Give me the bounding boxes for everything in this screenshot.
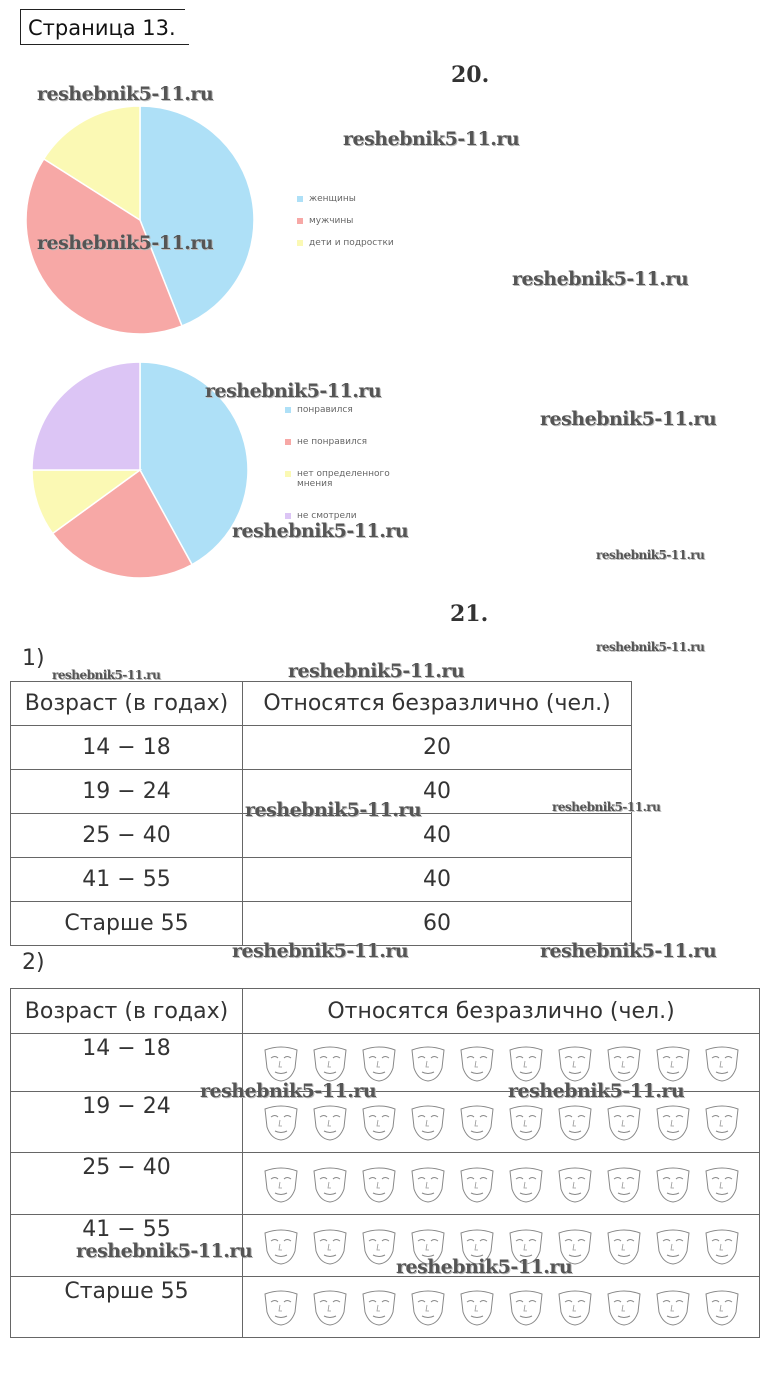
legend-label: дети и подростки xyxy=(309,238,394,248)
mask-face-icon xyxy=(653,1044,693,1082)
legend-swatch xyxy=(285,471,291,477)
mask-face-icon xyxy=(604,1044,644,1082)
watermark: reshebnik5-11.ru xyxy=(205,380,382,402)
mask-face-icon xyxy=(359,1044,399,1082)
page-title: Страница 13. xyxy=(20,9,185,45)
mask-face-icon xyxy=(408,1165,448,1203)
legend-entry xyxy=(297,238,427,248)
watermark: reshebnik5-11.ru xyxy=(396,1256,573,1278)
mask-face-icon xyxy=(506,1103,546,1141)
table-1-age: 14 − 18 xyxy=(11,726,243,770)
legend-swatch xyxy=(297,240,303,246)
legend-label: мужчины xyxy=(309,216,354,226)
mask-face-icon xyxy=(604,1165,644,1203)
table-1-count: 60 xyxy=(243,902,632,946)
watermark: reshebnik5-11.ru xyxy=(596,548,705,562)
watermark: reshebnik5-11.ru xyxy=(343,128,520,150)
mask-face-icon xyxy=(457,1288,497,1326)
mask-face-icon xyxy=(261,1103,301,1141)
mask-face-icon xyxy=(408,1103,448,1141)
mask-face-icon xyxy=(604,1103,644,1141)
table-2-age: Старше 55 xyxy=(11,1277,243,1338)
mask-face-icon xyxy=(261,1044,301,1082)
watermark: reshebnik5-11.ru xyxy=(37,232,214,254)
table-1-age: 25 − 40 xyxy=(11,814,243,858)
table-2-age: 19 − 24 xyxy=(11,1092,243,1153)
mask-face-icon xyxy=(653,1103,693,1141)
table-1-age: 41 − 55 xyxy=(11,858,243,902)
legend-label: женщины xyxy=(309,194,356,204)
mask-face-icon xyxy=(457,1103,497,1141)
table-1-count: 20 xyxy=(243,726,632,770)
watermark: reshebnik5-11.ru xyxy=(232,520,409,542)
mask-face-icon xyxy=(604,1288,644,1326)
watermark: reshebnik5-11.ru xyxy=(540,940,717,962)
mask-face-icon xyxy=(310,1103,350,1141)
mask-face-icon xyxy=(359,1288,399,1326)
mask-face-icon xyxy=(702,1227,742,1265)
task-21-number: 21. xyxy=(450,601,489,627)
mask-face-icon xyxy=(261,1165,301,1203)
mask-face-icon xyxy=(457,1044,497,1082)
watermark: reshebnik5-11.ru xyxy=(288,660,465,682)
task-20-number: 20. xyxy=(451,62,490,88)
watermark: reshebnik5-11.ru xyxy=(200,1080,377,1102)
legend-swatch xyxy=(285,439,291,445)
mask-face-icon xyxy=(555,1044,595,1082)
watermark: reshebnik5-11.ru xyxy=(37,83,214,105)
mask-face-icon xyxy=(261,1227,301,1265)
watermark: reshebnik5-11.ru xyxy=(540,408,717,430)
table-2-label: 2) xyxy=(22,950,45,975)
table-1-label: 1) xyxy=(22,646,45,671)
mask-face-icon xyxy=(359,1227,399,1265)
mask-face-icon xyxy=(653,1165,693,1203)
legend-entry xyxy=(285,469,405,489)
table-1-age: 19 − 24 xyxy=(11,770,243,814)
legend-entry xyxy=(297,194,427,204)
table-row xyxy=(11,1277,760,1338)
table-row xyxy=(11,726,632,770)
watermark: reshebnik5-11.ru xyxy=(232,940,409,962)
mask-face-icon xyxy=(653,1288,693,1326)
legend-swatch xyxy=(285,513,291,519)
mask-face-icon xyxy=(702,1288,742,1326)
table-row xyxy=(11,902,632,946)
table-1-count: 40 xyxy=(243,814,632,858)
watermark: reshebnik5-11.ru xyxy=(76,1240,253,1262)
table-1-header-age: Возраст (в годах) xyxy=(11,682,243,726)
mask-face-icon xyxy=(604,1227,644,1265)
table-2 xyxy=(10,988,760,1338)
mask-face-icon xyxy=(555,1103,595,1141)
watermark: reshebnik5-11.ru xyxy=(596,640,705,654)
table-2-faces xyxy=(243,1277,760,1338)
table-2-faces xyxy=(243,1153,760,1215)
table-row xyxy=(11,858,632,902)
mask-face-icon xyxy=(702,1044,742,1082)
pie-slice xyxy=(32,362,140,470)
mask-face-icon xyxy=(359,1103,399,1141)
table-2-age: 25 − 40 xyxy=(11,1153,243,1215)
table-1-count: 40 xyxy=(243,858,632,902)
mask-face-icon xyxy=(702,1103,742,1141)
watermark: reshebnik5-11.ru xyxy=(508,1080,685,1102)
mask-face-icon xyxy=(359,1165,399,1203)
legend-swatch xyxy=(297,218,303,224)
mask-face-icon xyxy=(261,1288,301,1326)
legend-swatch xyxy=(285,407,291,413)
watermark: reshebnik5-11.ru xyxy=(52,668,161,682)
table-2-age: 41 − 55 xyxy=(11,1215,243,1277)
table-2-age: 14 − 18 xyxy=(11,1034,243,1092)
table-2-header-age: Возраст (в годах) xyxy=(11,989,243,1034)
mask-face-icon xyxy=(408,1044,448,1082)
legend-entry xyxy=(297,216,427,226)
mask-face-icon xyxy=(702,1165,742,1203)
pie-chart-1-legend xyxy=(297,194,427,260)
mask-face-icon xyxy=(506,1044,546,1082)
mask-face-icon xyxy=(408,1288,448,1326)
mask-face-icon xyxy=(506,1288,546,1326)
pie-chart-1 xyxy=(20,100,260,340)
table-1-header-count: Относятся безразлично (чел.) xyxy=(243,682,632,726)
watermark: reshebnik5-11.ru xyxy=(512,268,689,290)
mask-face-icon xyxy=(310,1044,350,1082)
legend-label: не понравился xyxy=(297,437,368,447)
mask-face-icon xyxy=(457,1165,497,1203)
table-row xyxy=(11,1153,760,1215)
table-2-header-count: Относятся безразлично (чел.) xyxy=(243,989,760,1034)
mask-face-icon xyxy=(555,1288,595,1326)
legend-entry xyxy=(285,437,405,447)
table-1-count: 40 xyxy=(243,770,632,814)
watermark: reshebnik5-11.ru xyxy=(552,800,661,814)
mask-face-icon xyxy=(310,1288,350,1326)
legend-swatch xyxy=(297,196,303,202)
mask-face-icon xyxy=(555,1165,595,1203)
table-1-age: Старше 55 xyxy=(11,902,243,946)
watermark: reshebnik5-11.ru xyxy=(245,799,422,821)
mask-face-icon xyxy=(653,1227,693,1265)
legend-label: понравился xyxy=(297,405,353,415)
mask-face-icon xyxy=(310,1227,350,1265)
legend-entry xyxy=(285,405,405,415)
mask-face-icon xyxy=(310,1165,350,1203)
legend-label: не смотрели xyxy=(297,511,357,521)
mask-face-icon xyxy=(506,1165,546,1203)
legend-label: нет определенного мнения xyxy=(297,469,390,489)
